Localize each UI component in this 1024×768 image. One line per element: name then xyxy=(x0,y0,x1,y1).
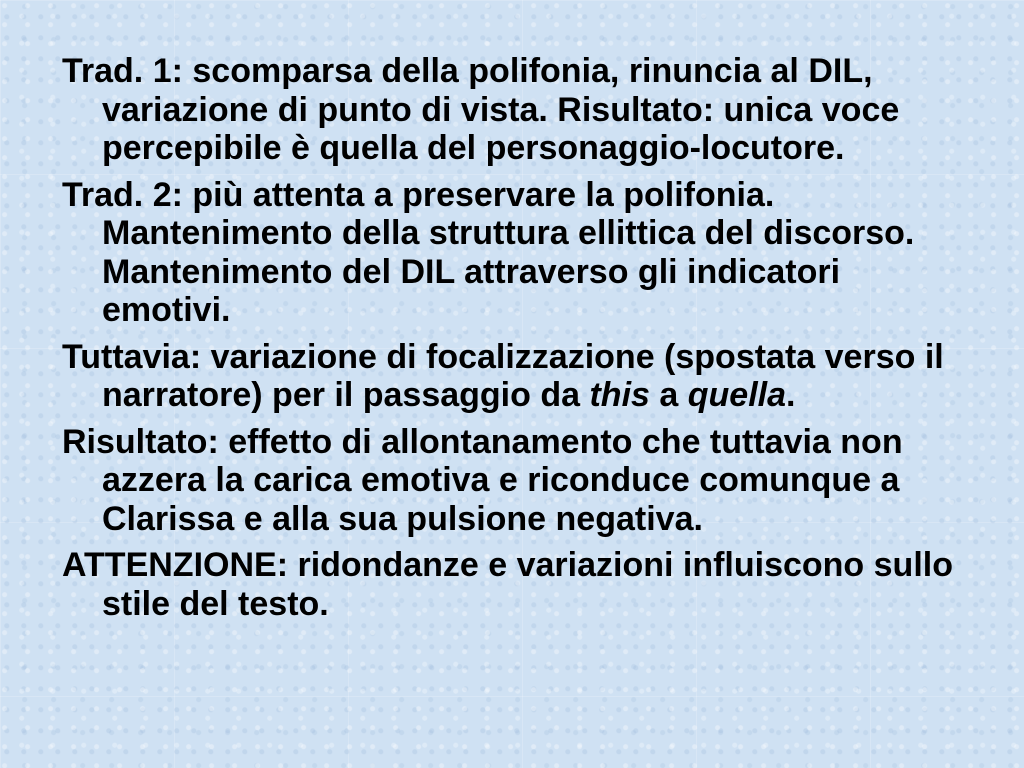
paragraph-text: Tuttavia: variazione di focalizzazione (spostata verso il narratore) per il passaggio da xyxy=(62,337,944,414)
paragraph-text: ATTENZIONE: ridondanze e variazioni influiscono sullo stile del testo. xyxy=(62,546,953,623)
slide-body xyxy=(62,52,962,631)
italic-word-quella: quella xyxy=(687,376,786,414)
paragraph-trad-2 xyxy=(62,176,962,330)
paragraph-text: . xyxy=(786,376,796,414)
paragraph-tuttavia xyxy=(62,338,962,415)
paragraph-risultato xyxy=(62,423,962,539)
paragraph-trad-1 xyxy=(62,52,962,168)
italic-word-this: this xyxy=(589,376,650,414)
paragraph-attenzione xyxy=(62,546,962,623)
paragraph-text: Risultato: effetto di allontanamento che tuttavia non azzera la carica emotiva e riconduce comunque a Clarissa e alla sua pulsione negativa. xyxy=(62,422,903,538)
paragraph-text: Trad. 2: più attenta a preservare la polifonia. Mantenimento della struttura ellittica del discorso. Mantenimento del DIL attraverso gli indicatori emotivi. xyxy=(62,175,915,329)
paragraph-text: Trad. 1: scomparsa della polifonia, rinuncia al DIL, variazione di punto di vista. Risultato: unica voce percepibile è quella del personaggio-locutore. xyxy=(62,52,900,167)
paragraph-text: a xyxy=(649,376,688,414)
